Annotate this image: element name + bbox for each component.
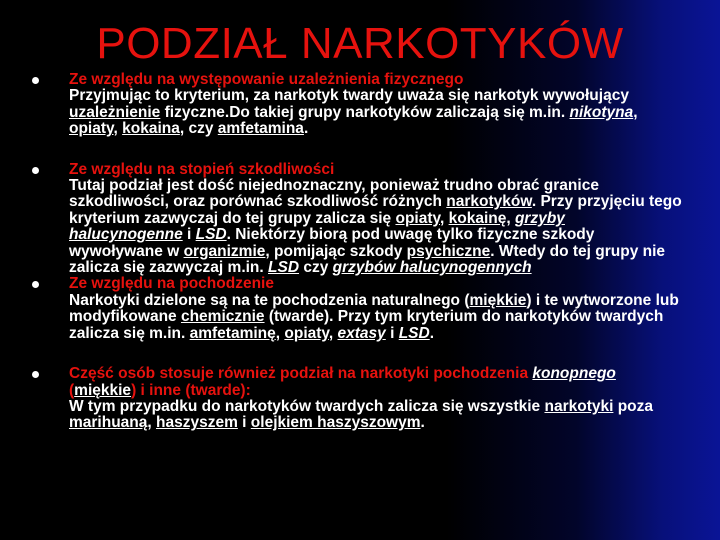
link-lsd[interactable]: LSD (268, 259, 300, 277)
bullet-physical-dependence (32, 72, 682, 138)
bullet-text: i (182, 226, 196, 244)
slide-title: PODZIAŁ NARKOTYKÓW (96, 19, 624, 68)
link-marihuana[interactable]: marihuaną (69, 414, 148, 432)
bullet-text: , czy (179, 120, 218, 138)
bullet-harmfulness (32, 162, 682, 277)
bullet-text: . Wtedy do tej grupy nie zalicza się zazwyczaj m.in. (69, 242, 666, 277)
link-grzyby-halucynogenne[interactable]: grzyby halucynogenne (69, 209, 565, 244)
link-opiaty[interactable]: opiaty (395, 209, 440, 227)
bullet-dot-icon (32, 281, 39, 288)
link-haszyszem[interactable]: haszyszem (156, 414, 238, 432)
link-kokaine[interactable]: kokainę (448, 209, 507, 227)
link-miekkie[interactable]: miękkie (74, 381, 132, 399)
bullet-list (32, 72, 682, 432)
bullet-text: Narkotyki dzielone są na te pochodzenia naturalnego ( (69, 291, 470, 309)
bullet-text: , pomijając szkody (265, 242, 407, 260)
link-olejkiem-haszyszowym[interactable]: olejkiem haszyszowym (250, 414, 421, 432)
bullet-text: . (420, 414, 425, 432)
bullet-text: . Przy przyjęciu tego kryterium zazwyczaj do tej grupy zalicza się (69, 193, 682, 227)
bullet-text: i (385, 324, 399, 342)
link-narkotyki[interactable]: narkotyki (544, 397, 614, 415)
link-extasy[interactable]: extasy (337, 324, 386, 342)
bullet-heading (69, 366, 682, 399)
bullet-text: , (147, 414, 157, 432)
bullet-text: . Niektórzy biorą pod uwagę tylko fizyczne szkody wywoływane w (69, 226, 595, 260)
link-lsd[interactable]: LSD (398, 324, 430, 342)
bullet-heading: Ze względu na pochodzenie (69, 275, 274, 293)
link-nikotyna[interactable]: nikotyna (569, 103, 634, 121)
bullet-text: (twarde). Przy tym kryterium do narkotyków twardych zalicza się m.in. (69, 308, 664, 342)
bullet-text: ) i te wytworzone lub modyfikowane (69, 291, 679, 326)
bullet-text: czy (299, 259, 333, 277)
link-amfetamine[interactable]: amfetaminę (189, 324, 276, 342)
bullet-heading-text: Część osób stosuje również podział na narkotyki pochodzenia (69, 365, 533, 383)
link-opiaty[interactable]: opiaty (284, 324, 329, 342)
link-lsd[interactable]: LSD (195, 226, 227, 244)
bullet-text: , (439, 209, 449, 227)
link-kokaina[interactable]: kokaina (122, 120, 180, 138)
bullet-text: , (328, 324, 338, 342)
link-miekkie[interactable]: miękkie (469, 291, 527, 309)
bullet-text: , (633, 103, 638, 121)
bullet-text: Tutaj podział jest dość niejednoznaczny, ponieważ trudno obrać granice szkodliwości, oraz porównać szkodliwość różnych (69, 177, 599, 211)
link-uzaleznienie[interactable]: uzależnienie (69, 103, 161, 121)
bullet-heading: Ze względu na występowanie uzależnienia fizycznego (69, 71, 464, 88)
bullet-heading: Ze względu na stopień szkodliwości (69, 160, 335, 178)
bullet-dot-icon (32, 167, 39, 174)
bullet-text: . (303, 120, 309, 138)
bullet-heading-text: ) i inne (twarde): (131, 381, 251, 399)
bullet-text: poza (613, 397, 654, 415)
bullet-text: , (506, 209, 515, 227)
bullet-text: . (429, 324, 435, 342)
bullet-text: i (237, 414, 251, 432)
link-konopnego[interactable]: konopnego (532, 365, 616, 383)
link-psychiczne[interactable]: psychiczne (406, 242, 491, 260)
bullet-cannabis (32, 366, 682, 432)
bullet-dot-icon (32, 371, 39, 378)
bullet-text: , (113, 120, 123, 138)
bullet-origin (32, 276, 682, 342)
bullet-text: fizyczne.Do takiej grupy narkotyków zaliczają się m.in. (160, 103, 570, 121)
link-organizmie[interactable]: organizmie (183, 242, 266, 260)
bullet-dot-icon (32, 77, 39, 84)
link-opiaty[interactable]: opiaty (69, 120, 114, 138)
bullet-text: Przyjmując to kryterium, za narkotyk twardy uważa się narkotyk wywołujący (69, 87, 629, 105)
link-narkotykow[interactable]: narkotyków (446, 193, 532, 211)
bullet-text: , (275, 324, 285, 342)
link-chemicznie[interactable]: chemicznie (180, 308, 265, 326)
link-amfetamina[interactable]: amfetamina (217, 120, 304, 138)
bullet-heading-text: ( (69, 381, 75, 399)
link-grzybow-halucynogennych[interactable]: grzybów halucynogennych (332, 259, 532, 277)
bullet-text: W tym przypadku do narkotyków twardych zalicza się wszystkie (69, 397, 545, 415)
